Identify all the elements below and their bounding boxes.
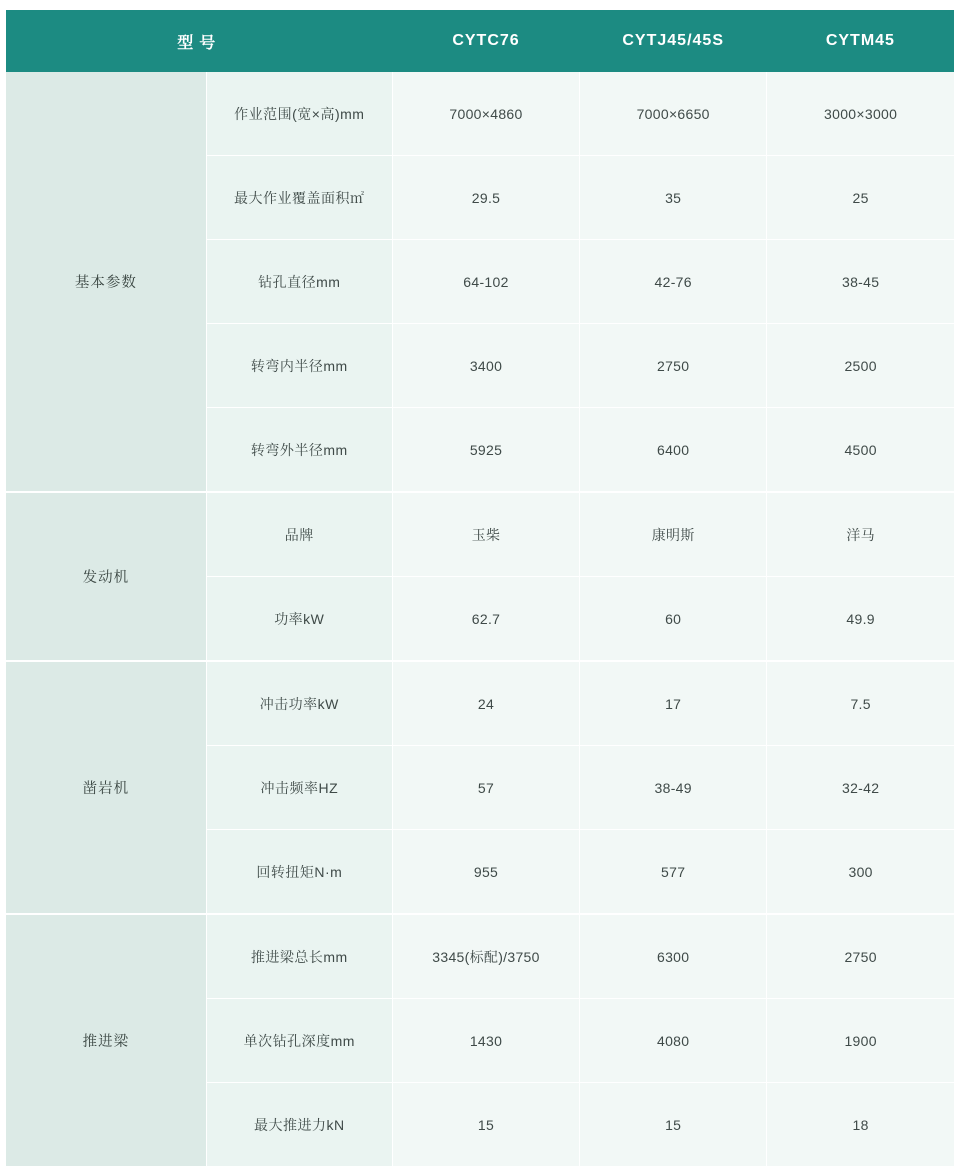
parameter-value-cell: 25 — [767, 156, 954, 240]
table-header — [6, 10, 954, 72]
parameter-value-cell: 6300 — [580, 914, 767, 999]
header-row — [6, 10, 954, 72]
parameter-value-cell: 49.9 — [767, 577, 954, 662]
parameter-value-cell: 2500 — [767, 324, 954, 408]
parameter-name-cell: 转弯外半径mm — [206, 408, 392, 493]
parameter-value-cell: 577 — [580, 830, 767, 915]
parameter-value-cell: 15 — [580, 1083, 767, 1167]
parameter-name-cell: 功率kW — [206, 577, 392, 662]
parameter-name-cell: 品牌 — [206, 492, 392, 577]
parameter-name-cell: 最大推进力kN — [206, 1083, 392, 1167]
table-row — [6, 492, 954, 577]
parameter-value-cell: 2750 — [767, 914, 954, 999]
parameter-value-cell: 57 — [392, 746, 579, 830]
parameter-value-cell: 2750 — [580, 324, 767, 408]
parameter-value-cell: 62.7 — [392, 577, 579, 662]
parameter-value-cell: 7000×4860 — [392, 72, 579, 156]
parameter-name-cell: 单次钻孔深度mm — [206, 999, 392, 1083]
parameter-value-cell: 玉柴 — [392, 492, 579, 577]
parameter-value-cell: 38-45 — [767, 240, 954, 324]
group-label-cell: 发动机 — [6, 492, 206, 661]
parameter-value-cell: 7000×6650 — [580, 72, 767, 156]
table-row — [6, 72, 954, 156]
parameter-name-cell: 冲击功率kW — [206, 661, 392, 746]
parameter-name-cell: 最大作业覆盖面积㎡ — [206, 156, 392, 240]
parameter-value-cell: 64-102 — [392, 240, 579, 324]
group-label-cell: 凿岩机 — [6, 661, 206, 914]
parameter-value-cell: 洋马 — [767, 492, 954, 577]
header-column-1: CYTC76 — [392, 10, 579, 72]
parameter-value-cell: 1900 — [767, 999, 954, 1083]
parameter-value-cell: 15 — [392, 1083, 579, 1167]
parameter-value-cell: 3400 — [392, 324, 579, 408]
header-column-3: CYTM45 — [767, 10, 954, 72]
parameter-value-cell: 42-76 — [580, 240, 767, 324]
parameter-value-cell: 35 — [580, 156, 767, 240]
table-body — [6, 72, 954, 1167]
parameter-value-cell: 32-42 — [767, 746, 954, 830]
parameter-name-cell: 推进梁总长mm — [206, 914, 392, 999]
parameter-name-cell: 转弯内半径mm — [206, 324, 392, 408]
parameter-value-cell: 6400 — [580, 408, 767, 493]
specification-table — [6, 10, 954, 1167]
parameter-value-cell: 康明斯 — [580, 492, 767, 577]
parameter-value-cell: 60 — [580, 577, 767, 662]
parameter-value-cell: 5925 — [392, 408, 579, 493]
parameter-name-cell: 回转扭矩N·m — [206, 830, 392, 915]
header-model-label: 型号 — [6, 10, 392, 72]
parameter-value-cell: 955 — [392, 830, 579, 915]
parameter-value-cell: 4080 — [580, 999, 767, 1083]
parameter-value-cell: 300 — [767, 830, 954, 915]
parameter-value-cell: 24 — [392, 661, 579, 746]
table-row — [6, 914, 954, 999]
parameter-value-cell: 38-49 — [580, 746, 767, 830]
parameter-value-cell: 4500 — [767, 408, 954, 493]
parameter-value-cell: 1430 — [392, 999, 579, 1083]
parameter-value-cell: 29.5 — [392, 156, 579, 240]
header-column-2: CYTJ45/45S — [580, 10, 767, 72]
parameter-name-cell: 冲击频率HZ — [206, 746, 392, 830]
parameter-name-cell: 钻孔直径mm — [206, 240, 392, 324]
parameter-value-cell: 18 — [767, 1083, 954, 1167]
parameter-name-cell: 作业范围(宽×高)mm — [206, 72, 392, 156]
group-label-cell: 推进梁 — [6, 914, 206, 1167]
table-row — [6, 661, 954, 746]
parameter-value-cell: 7.5 — [767, 661, 954, 746]
group-label-cell: 基本参数 — [6, 72, 206, 492]
parameter-value-cell: 3345(标配)/3750 — [392, 914, 579, 999]
parameter-value-cell: 3000×3000 — [767, 72, 954, 156]
parameter-value-cell: 17 — [580, 661, 767, 746]
